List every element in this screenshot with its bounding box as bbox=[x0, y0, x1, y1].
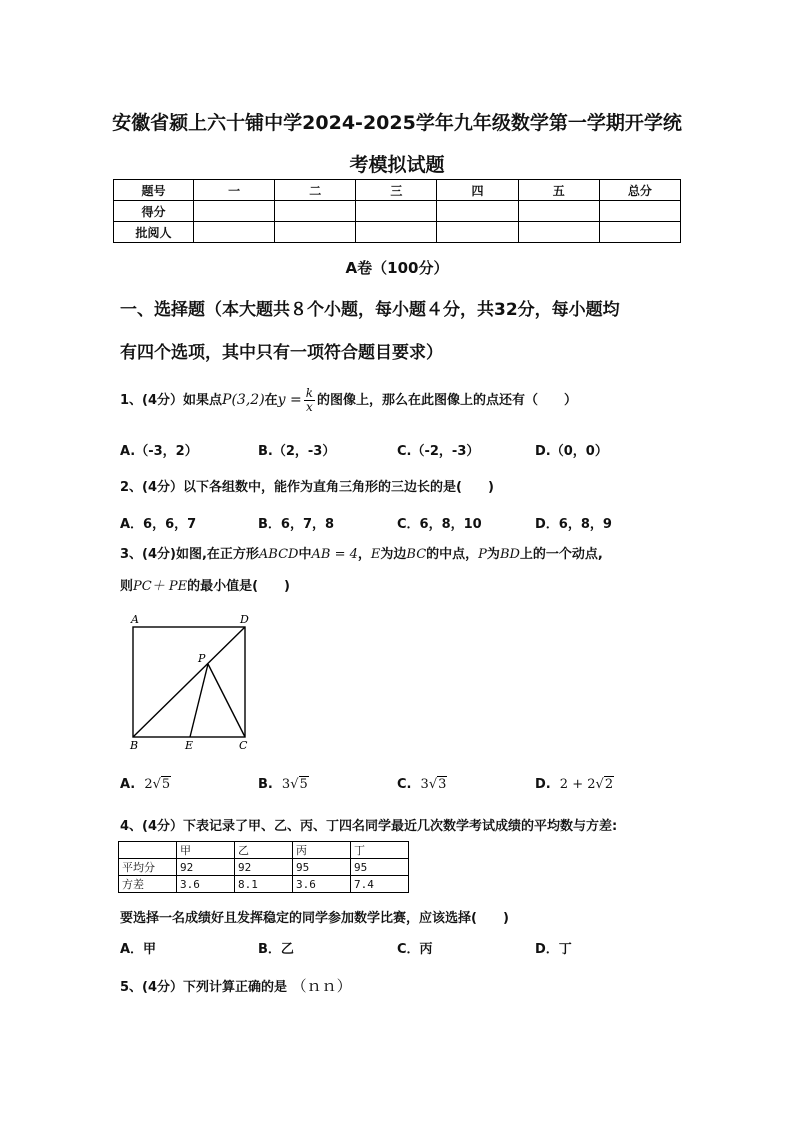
option-radicand: 3 bbox=[438, 777, 447, 792]
option-radicand: 5 bbox=[299, 777, 308, 792]
q2-option-b[interactable]: B．6，7，8 bbox=[258, 517, 335, 532]
q3-diagonal-bd: BD bbox=[499, 547, 520, 562]
segment-pc bbox=[208, 664, 245, 737]
q1-option-b[interactable]: B.（2，-3） bbox=[258, 444, 336, 459]
q3-option-b[interactable]: B. 3√5 bbox=[258, 777, 308, 792]
q3-text: 则 bbox=[120, 579, 134, 594]
question-3-line1 bbox=[120, 543, 603, 562]
q3-option-c[interactable]: C. 3√3 bbox=[397, 777, 447, 792]
q2-option-a[interactable]: A．6，6，7 bbox=[120, 517, 197, 532]
score-row-label: 批阅人 bbox=[114, 222, 194, 243]
table-cell: 平均分 bbox=[119, 859, 177, 876]
score-cell[interactable] bbox=[437, 222, 518, 243]
label-d: D bbox=[240, 613, 249, 626]
table-header-cell: 丙 bbox=[293, 842, 351, 859]
score-cell[interactable] bbox=[437, 201, 518, 222]
q3-expression: PC＋ PE bbox=[133, 579, 188, 594]
q1-point: P(3,2) bbox=[222, 392, 265, 408]
q1-numerator: k bbox=[305, 386, 314, 400]
q4-option-b[interactable]: B．乙 bbox=[258, 942, 294, 957]
q1-y-eq: y = bbox=[277, 392, 302, 408]
q3-option-d[interactable]: D. 2 + 2√2 bbox=[535, 777, 614, 792]
exam-title-line1: 安徽省颍上六十铺中学2024-2025学年九年级数学第一学期开学统 bbox=[112, 112, 682, 134]
option-coef: 2 bbox=[144, 777, 153, 792]
score-col-header: 三 bbox=[356, 180, 437, 201]
table-row bbox=[119, 842, 409, 859]
q5-parenthesis: （ｎｎ） bbox=[291, 977, 352, 995]
section-a-heading: A卷（100分） bbox=[345, 259, 449, 277]
option-letter: D. bbox=[535, 777, 551, 792]
q1-fraction bbox=[304, 387, 315, 414]
score-col-header: 五 bbox=[518, 180, 599, 201]
q4-option-c[interactable]: C．丙 bbox=[397, 942, 433, 957]
q3-text: 为 bbox=[486, 547, 500, 562]
q3-option-a[interactable]: A. 2√5 bbox=[120, 777, 171, 792]
table-cell: 方差 bbox=[119, 876, 177, 893]
q3-text: 中 bbox=[298, 547, 312, 562]
q1-option-d[interactable]: D.（0，0） bbox=[535, 444, 608, 459]
option-radicand: 2 bbox=[604, 777, 614, 792]
q1-option-c[interactable]: C.（-2，-3） bbox=[397, 444, 480, 459]
question-2: 2、(4分）以下各组数中，能作为直角三角形的三边长的是( ) bbox=[120, 480, 494, 495]
table-cell: 92 bbox=[235, 859, 293, 876]
q3-ab-length: AB = 4 bbox=[311, 547, 358, 562]
q5-text: 5、(4分）下列计算正确的是 bbox=[120, 980, 288, 995]
table-cell: 95 bbox=[293, 859, 351, 876]
score-col-header: 一 bbox=[194, 180, 275, 201]
score-cell[interactable] bbox=[518, 201, 599, 222]
q4-option-a[interactable]: A．甲 bbox=[120, 942, 157, 957]
q1-prefix: 1、(4分）如果点 bbox=[120, 393, 223, 408]
q3-text: 上的一个动点, bbox=[519, 547, 603, 562]
q3-square-figure bbox=[120, 612, 270, 752]
table-cell: 7.4 bbox=[351, 876, 409, 893]
score-table-row bbox=[114, 201, 681, 222]
q1-suffix: 的图像上，那么在此图像上的点还有（ ） bbox=[317, 393, 578, 408]
score-cell[interactable] bbox=[194, 222, 275, 243]
label-b: B bbox=[130, 739, 139, 752]
option-letter: A. bbox=[120, 777, 136, 792]
q1-option-a[interactable]: A.（-3，2） bbox=[120, 444, 198, 459]
question-1 bbox=[120, 385, 577, 415]
part1-heading-line1: 一、选择题（本大题共８个小题，每小题４分，共32分，每小题均 bbox=[120, 300, 620, 320]
question-5 bbox=[120, 975, 352, 996]
table-cell: 3.6 bbox=[293, 876, 351, 893]
q2-option-d[interactable]: D．6，8，9 bbox=[535, 517, 612, 532]
q2-option-c[interactable]: C．6，8，10 bbox=[397, 517, 482, 532]
q4-option-d[interactable]: D．丁 bbox=[535, 942, 572, 957]
q3-point-p: P bbox=[478, 547, 487, 562]
score-table bbox=[113, 179, 681, 243]
label-p: P bbox=[198, 652, 206, 665]
option-coef: 3 bbox=[281, 777, 291, 792]
diagonal-bd bbox=[133, 627, 245, 737]
q1-mid: 在 bbox=[264, 393, 278, 408]
table-header-cell: 乙 bbox=[235, 842, 293, 859]
score-cell[interactable] bbox=[275, 201, 356, 222]
score-cell[interactable] bbox=[356, 222, 437, 243]
q3-square-name: ABCD bbox=[258, 547, 299, 562]
q3-text: 为边 bbox=[380, 547, 407, 562]
table-cell: 95 bbox=[351, 859, 409, 876]
score-cell[interactable] bbox=[356, 201, 437, 222]
option-prefix: 2 + bbox=[559, 777, 588, 792]
question-4: 4、(4分）下表记录了甲、乙、丙、丁四名同学最近几次数学考试成绩的平均数与方差: bbox=[120, 819, 618, 834]
score-cell[interactable] bbox=[194, 201, 275, 222]
option-radicand: 5 bbox=[161, 777, 171, 792]
q3-text: 的最小值是( ) bbox=[187, 579, 290, 594]
score-row-label: 得分 bbox=[114, 201, 194, 222]
score-col-header: 四 bbox=[437, 180, 518, 201]
score-cell[interactable] bbox=[599, 201, 680, 222]
q3-text: 的中点， bbox=[426, 547, 479, 562]
table-row bbox=[119, 876, 409, 893]
table-cell: 92 bbox=[177, 859, 235, 876]
option-coef: 2 bbox=[587, 777, 596, 792]
score-cell[interactable] bbox=[275, 222, 356, 243]
label-a: A bbox=[131, 613, 139, 626]
score-col-header: 题号 bbox=[114, 180, 194, 201]
question-3-line2 bbox=[120, 575, 290, 594]
table-header-cell bbox=[119, 842, 177, 859]
part1-heading-line2: 有四个选项，其中只有一项符合题目要求） bbox=[120, 343, 443, 363]
table-header-cell: 甲 bbox=[177, 842, 235, 859]
q3-point-e: E bbox=[370, 547, 381, 562]
exam-title-line2: 考模拟试题 bbox=[349, 154, 445, 176]
q3-text: ， bbox=[357, 547, 371, 562]
label-c: C bbox=[239, 739, 248, 752]
segment-pe bbox=[190, 664, 208, 737]
table-cell: 3.6 bbox=[177, 876, 235, 893]
table-header-cell: 丁 bbox=[351, 842, 409, 859]
score-cell[interactable] bbox=[518, 222, 599, 243]
label-e: E bbox=[185, 739, 194, 752]
score-col-header: 二 bbox=[275, 180, 356, 201]
question-4-prompt: 要选择一名成绩好且发挥稳定的同学参加数学比赛，应该选择( ) bbox=[120, 911, 509, 926]
score-col-header: 总分 bbox=[599, 180, 680, 201]
q3-side-bc: BC bbox=[406, 547, 427, 562]
score-cell[interactable] bbox=[599, 222, 680, 243]
score-table-header-row bbox=[114, 180, 681, 201]
q4-stats-table bbox=[118, 841, 409, 893]
table-cell: 8.1 bbox=[235, 876, 293, 893]
option-coef: 3 bbox=[420, 777, 429, 792]
score-table-row bbox=[114, 222, 681, 243]
option-letter: C. bbox=[397, 777, 412, 792]
q3-text: 3、(4分)如图,在正方形 bbox=[120, 547, 259, 562]
q1-denominator: x bbox=[306, 400, 313, 414]
option-letter: B. bbox=[258, 777, 273, 792]
table-row bbox=[119, 859, 409, 876]
